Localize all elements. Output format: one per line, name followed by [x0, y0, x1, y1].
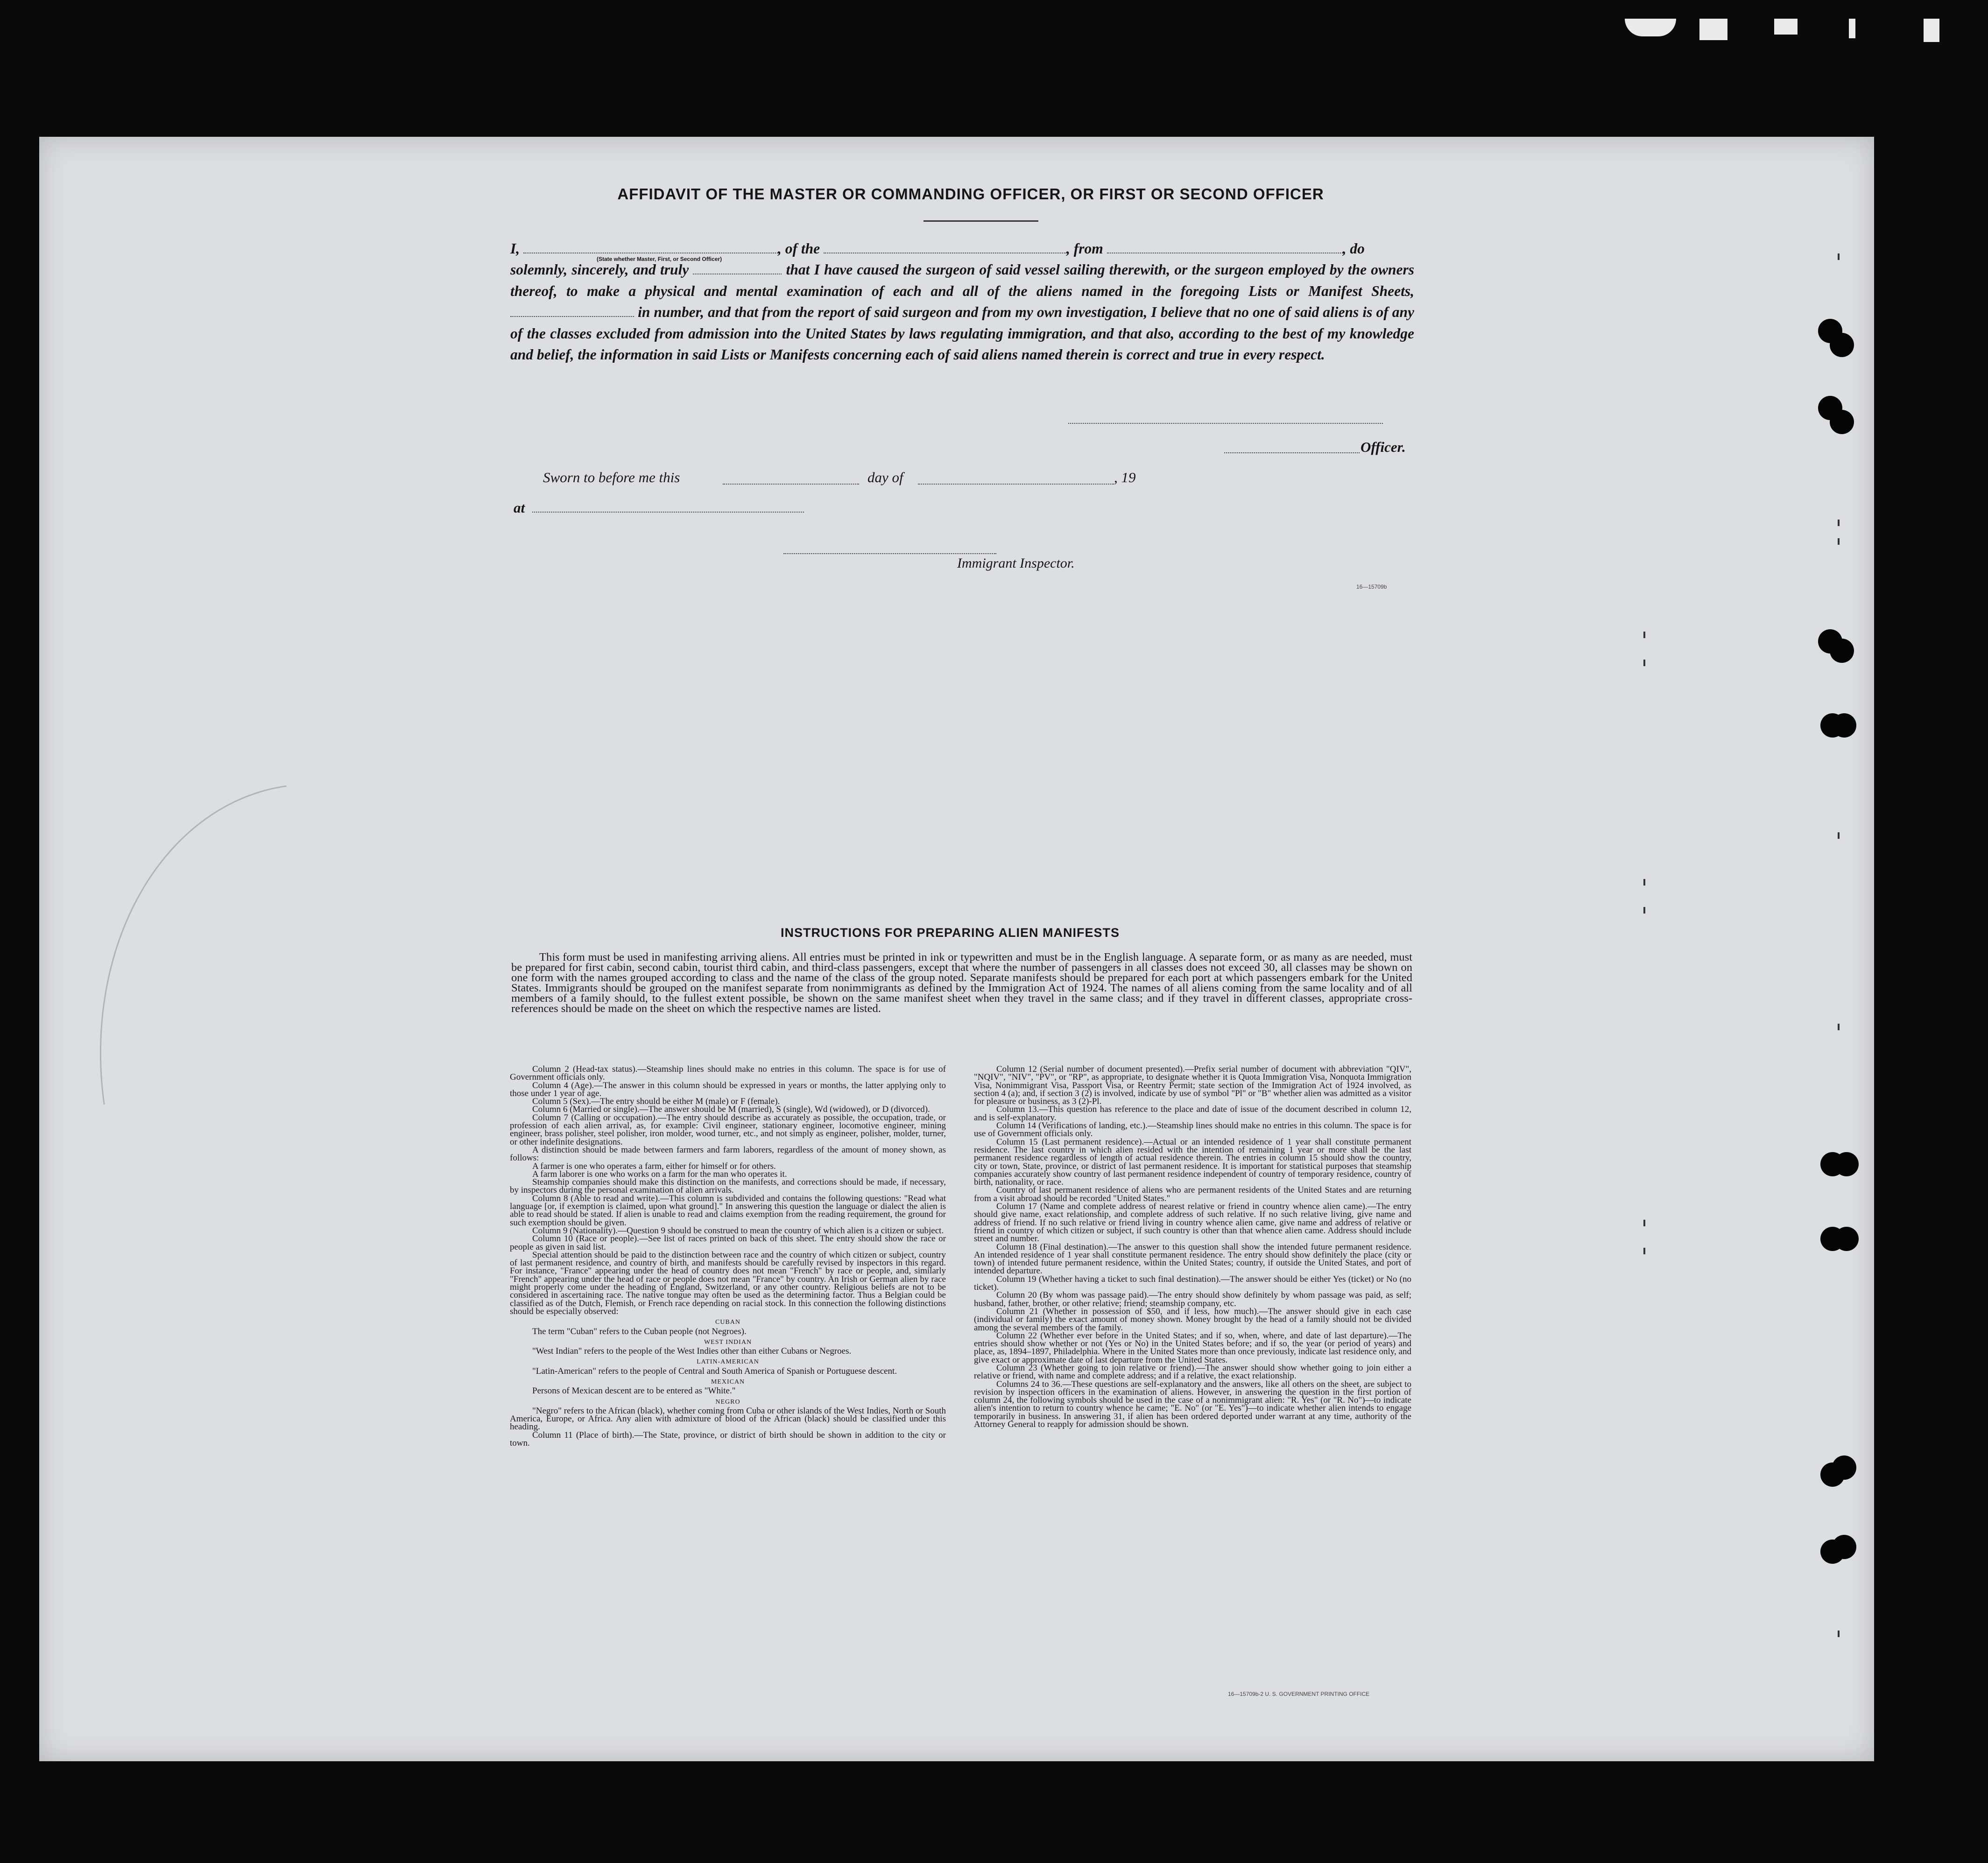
instruction-paragraph: Column 2 (Head-tax status).—Steamship lines should make no entries in this column. The space is for use of Government officials only.	[510, 1064, 946, 1083]
instruction-paragraph: Column 6 (Married or single).—The answer should be M (married), S (single), Wd (widowed), or D (divorced).	[532, 1104, 930, 1115]
officer-label: Officer.	[1361, 439, 1406, 455]
perforation-mark	[1643, 660, 1645, 666]
manifest-sheet	[39, 137, 1874, 1761]
instruction-paragraph: Column 8 (Able to read and write).—This column is subdivided and contains the following questions: "Read what language [or, if exemption is claimed, upon what ground]." In answering this question the language or dialect the alien is able to read should be stated. If alien is unable to read and claims exemption from the reading requirement, the ground for such exemption should be given.	[510, 1193, 946, 1228]
year-label: , 19	[1114, 469, 1136, 485]
perforation-mark	[1643, 879, 1645, 886]
paper-fold-line	[63, 785, 327, 1104]
affidavit-text-2: that I have caused the surgeon of said vessel sailing therewith, or the surgeon employed by the owners thereof, to make a physical and mental examination of each and all of the aliens named in the foregoing Lists or Manifest Sheets,	[510, 261, 1415, 299]
day-of-label: day of	[867, 469, 903, 485]
sworn-place-field[interactable]	[532, 511, 804, 513]
mexican-definition: Persons of Mexican descent are to be entered as "White."	[532, 1386, 736, 1396]
inspector-signature-field[interactable]	[783, 552, 996, 554]
sheet-count-field[interactable]	[510, 305, 634, 317]
instruction-paragraph: Steamship companies should make this distinction on the manifests, and corrections should be made, if necessary, by inspectors during the personal examination of alien arrivals.	[510, 1177, 946, 1195]
binding-hole	[1830, 333, 1854, 357]
binding-hole	[1832, 1535, 1856, 1559]
affidavit-i: I,	[510, 240, 520, 257]
instruction-paragraph: A farmer is one who operates a farm, either for himself or for others.	[532, 1161, 776, 1171]
do-label: , do	[1342, 240, 1365, 257]
perforation-mark	[1838, 1631, 1840, 1637]
instruction-paragraph: Column 9 (Nationality).—Question 9 should be construed to mean the country of which alien is a citizen or subject.	[532, 1225, 944, 1236]
latin-american-definition: "Latin-American" refers to the people of Central and South America of Spanish or Portuguese descent.	[532, 1366, 897, 1376]
binding-hole	[1830, 410, 1854, 434]
instruction-paragraph: Column 7 (Calling or occupation).—The entry should describe as accurately as possible, the occupation, trade, or profession of each alien arrival, as, for example: Civil engineer, stationary engineer, locomotive engineer, mining engineer, brass polisher, steel polisher, iron molder, wood turner, etc., and not simply as engineer, polisher, molder, turner, or other indefinite designations.	[510, 1112, 946, 1147]
film-frame-mark	[1625, 19, 1676, 36]
binding-hole	[1832, 713, 1856, 738]
instruction-paragraph: Column 11 (Place of birth).—The State, province, or district of birth should be shown in addition to the city or town.	[510, 1430, 946, 1448]
at-label: at	[514, 499, 525, 516]
affidavit-text-1: solemnly, sincerely, and truly	[510, 261, 689, 278]
instruction-paragraph: Column 12 (Serial number of document presented).—Prefix serial number of document with abbreviation "QIV", "NQIV", "NIV", "PV", or "RP", as appropriate, to designate whether it is Quota Immigration Visa, Nonquota Immigration Visa, Nonimmigrant Visa, Passport Visa, or Reentry Permit; state section of the Immigration Act of 1924 involved, as section 4 (a); and, if section 3 (2) is involved, indicate by use of symbol "Pl" or "B" whether alien was admitted as a visitor for pleasure or business, as 3 (2)-Pl.	[974, 1064, 1411, 1107]
film-frame-mark	[1849, 19, 1855, 38]
instruction-paragraph: A distinction should be made between farmers and farm laborers, regardless of the amount of money shown, as follows:	[510, 1145, 946, 1163]
instruction-paragraph: Columns 24 to 36.—These questions are self-explanatory and the answers, like all others on the sheet, are subject to revision by inspection officers in the examination of aliens. However, in answering the question in the first portion of column 24, the following symbols should be used in the case of a nonimmigrant alien: "R. Yes" (or "R. No")—to indicate alien's intention to return to country whence he came; "E. No" (or "E. Yes")—to indicate whether alien intends to engage temporarily in business. In answering 31, if alien has been ordered deported under warrant at any time, authority of the Attorney General to reapply for admission should be shown.	[974, 1379, 1411, 1430]
perforation-mark	[1643, 1248, 1645, 1254]
film-frame-mark	[1774, 19, 1798, 35]
binding-hole	[1834, 1227, 1859, 1251]
perforation-mark	[1643, 1220, 1645, 1226]
instruction-paragraph: A farm laborer is one who works on a farm for the man who operates it.	[532, 1169, 787, 1179]
title-rule	[924, 220, 1038, 222]
film-frame-mark	[1699, 19, 1727, 40]
instruction-paragraph: Column 22 (Whether ever before in the United States; and if so, when, where, and date of last departure).—The entries should show whether or not (Yes or No) in the United States before; and if so, the year (or period of years) and place, as, 1894–1897, Philadelphia. Where in the United States more than once previously, indicate last residence only, and give exact or approximate date of last departure from the United States.	[974, 1330, 1411, 1365]
instructions-title: INSTRUCTIONS FOR PREPARING ALIEN MANIFESTS	[781, 926, 1120, 940]
instruction-paragraph: Column 5 (Sex).—The entry should be either M (male) or F (female).	[532, 1097, 780, 1107]
affidavit-text-3: in number, and that from the report of said surgeon and from my own investigation, I believe that no one of said aliens is of any of the classes excluded from admission into the United States by laws regulating immigration, and that also, according to the best of my knowledge and belief, the information in said Lists or Manifests concerning each of said aliens named therein is correct and true in every respect.	[510, 304, 1414, 363]
perforation-mark	[1838, 832, 1840, 839]
binding-hole	[1834, 1152, 1859, 1176]
instruction-paragraph: Column 4 (Age).—The answer in this column should be expressed in years or months, the latter applying only to those under 1 year of age.	[510, 1080, 946, 1098]
signature-line[interactable]	[1068, 422, 1383, 424]
instruction-paragraph: Column 13.—This question has reference to the place and date of issue of the document described in column 12, and is self-explanatory.	[974, 1104, 1411, 1123]
perforation-mark	[1838, 538, 1840, 545]
officer-rank-field[interactable]	[523, 241, 778, 253]
instruction-paragraph: Column 19 (Whether having a ticket to such final destination).—The answer should be either Yes (ticket) or No (no ticket).	[974, 1274, 1411, 1293]
instruction-paragraph: Column 17 (Name and complete address of nearest relative or friend in country whence alien came).—The entry should give name, exact relationship, and complete address of such relative. If no such relative living, give name and address of friend. If no such relative or friend living in country whence alien came, give name and address of relative or friend in country of which citizen or subject, if such country is other than that whence alien came. Address should include street and number.	[974, 1202, 1411, 1244]
cuban-definition: The term "Cuban" refers to the Cuban people (not Negroes).	[532, 1326, 747, 1336]
perforation-mark	[1838, 253, 1840, 260]
form-number: 16—15709b	[1356, 584, 1387, 590]
instruction-paragraph: Column 10 (Race or people).—See list of races printed on back of this sheet. The entry should show the race or people as given in said list.	[510, 1234, 946, 1252]
instruction-paragraph: Column 18 (Final destination).—The answer to this question shall show the intended future permanent residence. An intended residence of 1 year shall constitute permanent residence. The entry should show definitely the place (city or town) of intended future permanent residence, within the United States; country, if outside the United States, and port of intended departure.	[974, 1242, 1411, 1276]
affidavit-title: AFFIDAVIT OF THE MASTER OR COMMANDING OFFICER, OR FIRST OR SECOND OFFICER	[617, 185, 1324, 203]
printing-office-footer: 16—15709b-2 U. S. GOVERNMENT PRINTING OFFICE	[1228, 1691, 1370, 1697]
mexican-heading: MEXICAN	[711, 1378, 745, 1385]
west-indian-heading: WEST INDIAN	[704, 1338, 752, 1346]
sworn-date-field[interactable]	[723, 483, 859, 485]
sworn-month-field[interactable]	[918, 483, 1114, 485]
instructions-left-column	[510, 1065, 946, 1447]
perforation-mark	[1838, 1024, 1840, 1030]
port-from-field[interactable]	[1107, 241, 1343, 253]
latin-american-heading: LATIN-AMERICAN	[697, 1358, 759, 1366]
instruction-paragraph: Column 15 (Last permanent residence).—Actual or an intended residence of 1 year shall constitute permanent residence. The last country in which alien resided with the intention of remaining 1 year or more shall be the last permanent residence regardless of length of actual residence therein. The entries in column 15 should show the country, city or town, State, province, or district of last permanent residence. It is important for statistical purposes that steamship companies accurately show country of last permanent residence independent of country of temporary residence, country of birth, nationality, or race.	[974, 1137, 1411, 1188]
instruction-paragraph: Special attention should be paid to the distinction between race and the country of which citizen or subject, country of last permanent residence, and country of birth, and manifests should be carefully revised by inspectors in this regard. For instance, "France" appearing under the head of country does not mean "French" by race or people, and, similarly "French" appearing under the head of race or people does not mean "France" by country. An Irish or German alien by race might properly come under the heading of England, Switzerland, or any other country. Religious beliefs are not to be considered in ascertaining race. The native tongue may often be used as the determining factor. Thus a Belgian could be classified as of the Dutch, Flemish, or French race depending on racial stock. In this connection the following distinctions should be especially observed:	[510, 1250, 946, 1316]
binding-hole	[1830, 639, 1854, 663]
instruction-paragraph: Column 21 (Whether in possession of $50, and if less, how much).—The answer should give in each case (individual or family) the exact amount of money shown. Money brought by the head of a family should not be divided among the several members of the family.	[974, 1306, 1411, 1333]
west-indian-definition: "West Indian" refers to the people of the West Indies other than either Cubans or Negroes.	[532, 1346, 852, 1357]
instruction-paragraph: Country of last permanent residence of aliens who are permanent residents of the United States and are returning from a visit abroad should be recorded "United States."	[974, 1185, 1411, 1203]
from-label: , from	[1066, 240, 1103, 257]
oath-field[interactable]	[693, 262, 782, 274]
inspector-label: Immigrant Inspector.	[957, 555, 1075, 571]
instruction-paragraph: Column 20 (By whom was passage paid).—The entry should show definitely by whom passage was paid, as self; husband, father, brother, or other relative; friend; steamship company, etc.	[974, 1290, 1411, 1308]
binding-hole	[1832, 1455, 1856, 1480]
perforation-mark	[1643, 907, 1645, 914]
sworn-label: Sworn to before me this	[543, 469, 680, 485]
film-frame-mark	[1924, 19, 1939, 42]
vessel-name-field[interactable]	[824, 241, 1066, 253]
negro-definition: "Negro" refers to the African (black), whether coming from Cuba or other islands of the West Indies, North or South America, Europe, or Africa. Any alien with admixture of blood of the African (black) should be classified under this heading.	[510, 1406, 946, 1432]
perforation-mark	[1643, 632, 1645, 638]
officer-rank-caption: (State whether Master, First, or Second Officer)	[597, 256, 722, 262]
officer-signature-field[interactable]	[1224, 451, 1360, 453]
instructions-right-column	[974, 1065, 1411, 1428]
instruction-paragraph: Column 23 (Whether going to join relative or friend).—The answer should show whether going to join either a relative or friend, with name and complete address; and if a relative, the exact relationship.	[974, 1363, 1411, 1381]
perforation-mark	[1838, 520, 1840, 526]
cuban-heading: CUBAN	[715, 1319, 740, 1326]
negro-heading: NEGRO	[715, 1398, 740, 1406]
instructions-intro: This form must be used in manifesting arriving aliens. All entries must be printed in ink or typewritten and must be in the English language. A separate form, or as many as are needed, must be prepared for first cabin, second cabin, tourist third cabin, and third-class passengers, except that where the number of passengers in all classes does not exceed 30, all classes may be shown on one form with the names grouped according to class and the name of the class of the group noted. Separate manifests should be prepared for each port at which passengers embark for the United States. Immigrants should be grouped on the manifest separate from nonimmigrants as defined by the Immigration Act of 1924. The names of all aliens coming from the same locality and of all members of a family should, to the fullest extent possible, be shown on the same manifest sheet when they travel in the same class; and if they travel in different classes, appropriate cross-references should be made on the sheet on which the respective names are listed.	[511, 951, 1412, 1015]
of-the-label: , of the	[778, 240, 820, 257]
instruction-paragraph: Column 14 (Verifications of landing, etc.).—Steamship lines should make no entries in this column. The space is for use of Government officials only.	[974, 1121, 1411, 1139]
